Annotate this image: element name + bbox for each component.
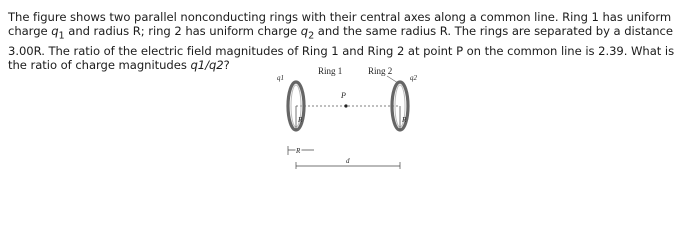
radius-label-left: R [298,116,303,124]
q2-label: q2 [410,74,417,82]
q1-symbol: q [51,24,59,39]
q2-subscript: 2 [308,30,315,42]
q2-symbol: q [300,24,309,39]
point-p [344,104,347,107]
q1-label: q1 [277,74,284,82]
charge-ratio: q1/q2 [190,57,224,72]
question-part-2: and radius R; ring 2 has uniform charge [64,24,301,39]
q1-subscript: 1 [58,30,65,42]
rings-figure [250,62,430,170]
question-part-1: The figure shows two parallel nonconducting rings with their central axes along a common line. Ring 1 has uniform charge [8,10,672,39]
question-part-3: and the same radius R. The rings are separated by a distance 3.00R. The ratio of the electric field magnitudes of Ring 1 and Ring 2 at point P on the common line is 2.39. What is the ratio of charge magnitudes [8,24,675,72]
ring-2-label: Ring 2 [368,66,393,76]
ring-1-label: Ring 1 [318,66,343,76]
question-part-4: ? [223,57,230,72]
radius-label-right: R [402,116,407,124]
point-p-label: P [341,91,346,100]
r-dimension-label: R [296,147,301,155]
d-dimension-label: d [346,157,350,165]
ring-2-leader [387,76,398,83]
